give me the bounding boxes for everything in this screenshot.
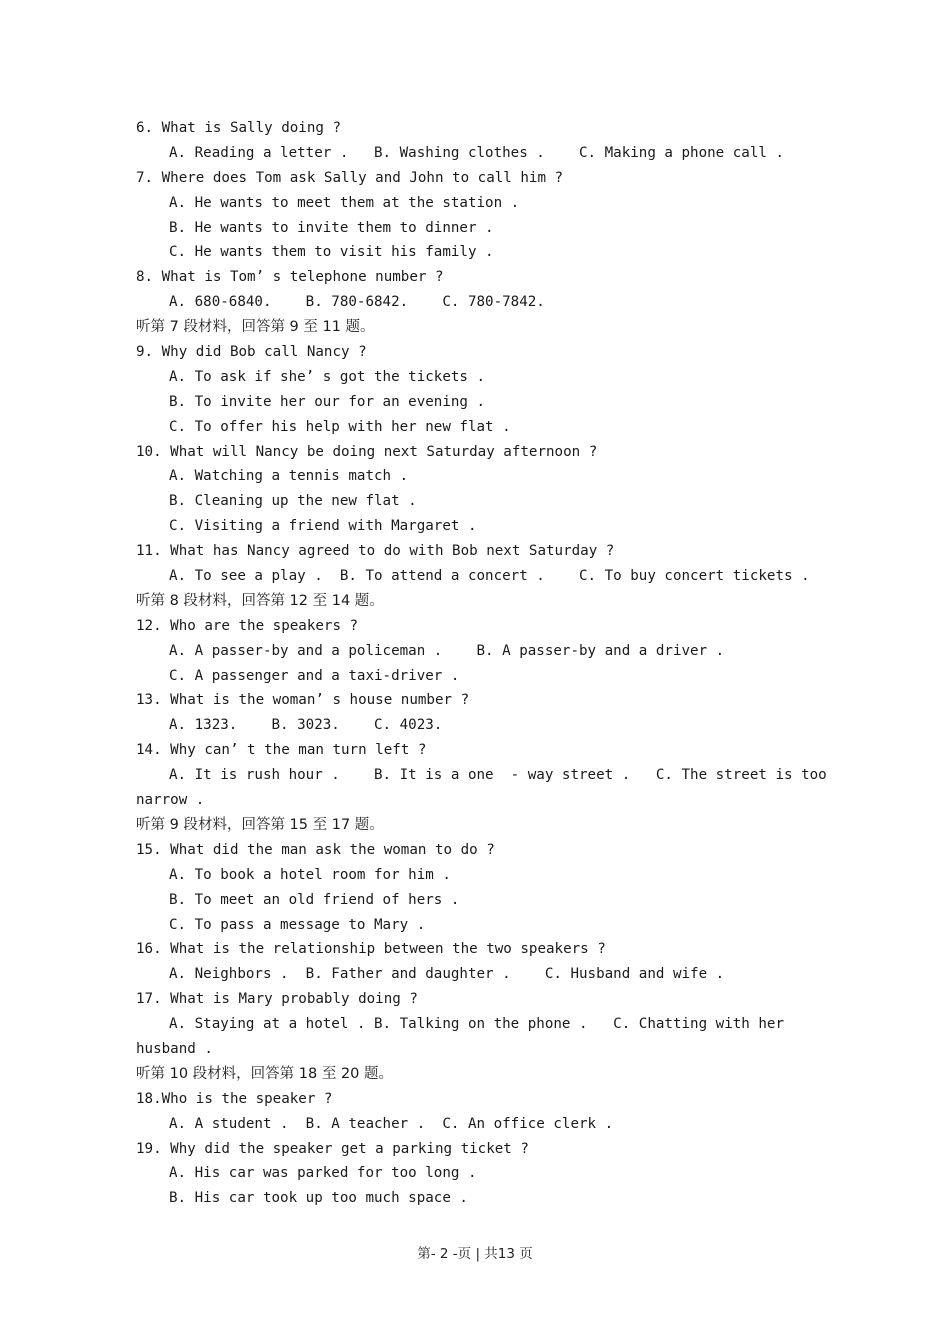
answer-options-line: A. Reading a letter . B. Washing clothes . C. Making a phone call . xyxy=(169,144,784,161)
answer-options-line: B. Cleaning up the new flat . xyxy=(169,493,417,510)
question-line: narrow . xyxy=(136,792,205,809)
section-instruction: 听第 8 段材料，回答第 12 至 14 题。 xyxy=(136,592,384,609)
question-line: 14. Why can’ t the man turn left ? xyxy=(136,742,427,759)
answer-options-line: A. 1323. B. 3023. C. 4023. xyxy=(169,717,443,734)
answer-options-line: A. A student . B. A teacher . C. An office clerk . xyxy=(169,1115,614,1132)
document-body xyxy=(136,116,826,1211)
question-line: 7. Where does Tom ask Sally and John to call him ? xyxy=(136,169,564,186)
answer-options-line: A. His car was parked for too long . xyxy=(169,1165,477,1182)
answer-options-line: A. He wants to meet them at the station . xyxy=(169,194,520,211)
section-instruction: 听第 10 段材料，回答第 18 至 20 题。 xyxy=(136,1065,394,1082)
answer-options-line: C. To pass a message to Mary . xyxy=(169,916,426,933)
section-instruction: 听第 9 段材料，回答第 15 至 17 题。 xyxy=(136,816,384,833)
answer-options-line: B. To meet an old friend of hers . xyxy=(169,891,460,908)
question-line: 13. What is the woman’ s house number ? xyxy=(136,692,470,709)
answer-options-line: B. His car took up too much space . xyxy=(169,1190,468,1207)
question-line: husband . xyxy=(136,1040,213,1057)
answer-options-line: C. He wants them to visit his family . xyxy=(169,244,494,261)
section-instruction: 听第 7 段材料，回答第 9 至 11 题。 xyxy=(136,319,375,336)
answer-options-line: A. A passer-by and a policeman . B. A passer-by and a driver . xyxy=(169,642,725,659)
question-line: 9. Why did Bob call Nancy ? xyxy=(136,344,367,361)
answer-options-line: B. He wants to invite them to dinner . xyxy=(169,219,494,236)
question-line: 8. What is Tom’ s telephone number ? xyxy=(136,269,444,286)
answer-options-line: A. Neighbors . B. Father and daughter . C. Husband and wife . xyxy=(169,966,725,983)
question-line: 19. Why did the speaker get a parking ticket ? xyxy=(136,1140,529,1157)
answer-options-line: A. To see a play . B. To attend a concert . C. To buy concert tickets . xyxy=(169,568,810,585)
question-line: 12. Who are the speakers ? xyxy=(136,617,359,634)
answer-options-line: A. Watching a tennis match . xyxy=(169,468,409,485)
answer-options-line: A. To ask if she’ s got the tickets . xyxy=(169,368,486,385)
page-footer: 第- 2 -页 | 共13 页 xyxy=(417,1246,533,1262)
question-line: 6. What is Sally doing ? xyxy=(136,120,341,136)
question-line: 15. What did the man ask the woman to do ? xyxy=(136,841,495,858)
question-line: 16. What is the relationship between the two speakers ? xyxy=(136,941,606,958)
answer-options-line: A. To book a hotel room for him . xyxy=(169,866,451,883)
answer-options-line: C. Visiting a friend with Margaret . xyxy=(169,518,477,535)
question-line: 10. What will Nancy be doing next Saturday afternoon ? xyxy=(136,443,598,460)
answer-options-line: C. To offer his help with her new flat . xyxy=(169,418,511,435)
question-line: 11. What has Nancy agreed to do with Bob next Saturday ? xyxy=(136,543,615,560)
question-line: 18.Who is the speaker ? xyxy=(136,1090,333,1107)
answer-options-line: A. Staying at a hotel . B. Talking on the phone . C. Chatting with her xyxy=(169,1016,784,1033)
question-line: 17. What is Mary probably doing ? xyxy=(136,991,418,1008)
answer-options-line: A. It is rush hour . B. It is a one - way street . C. The street is too xyxy=(169,767,827,784)
answer-options-line: A. 680-6840. B. 780-6842. C. 780-7842. xyxy=(169,294,545,311)
answer-options-line: C. A passenger and a taxi-driver . xyxy=(169,667,460,684)
answer-options-line: B. To invite her our for an evening . xyxy=(169,393,486,410)
